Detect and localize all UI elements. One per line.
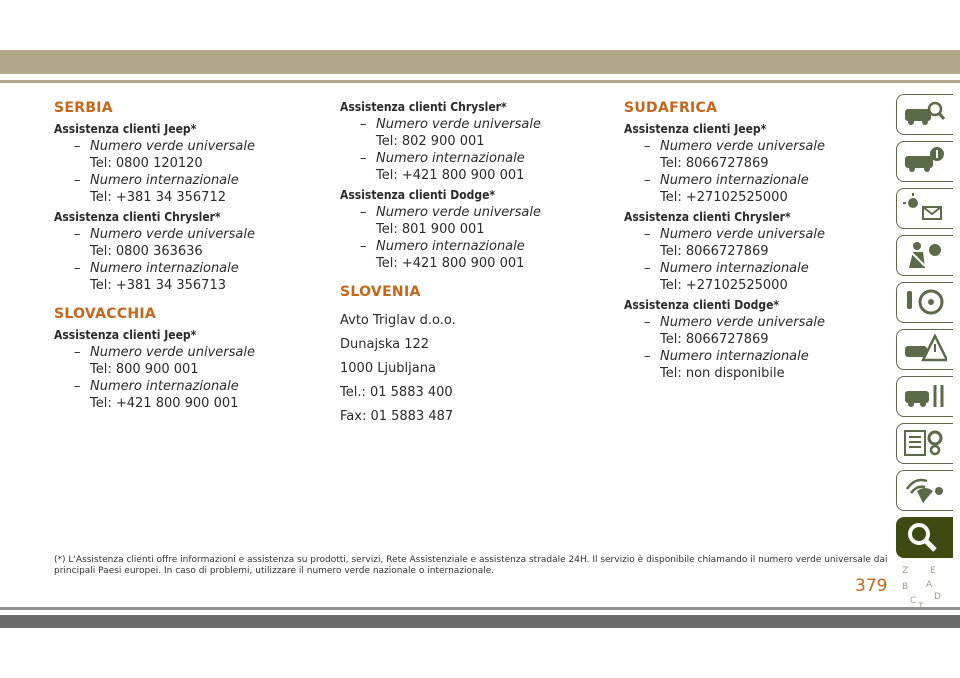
service-title: Assistenza clienti Dodge* <box>340 188 496 202</box>
phone-value: Tel: 8066727869 <box>660 244 769 259</box>
car-info-icon <box>903 146 947 176</box>
phone-value: Tel: +421 800 900 001 <box>90 396 239 411</box>
service-line: – Numero verde universale <box>644 139 825 154</box>
fax: Fax: 01 5883 487 <box>340 409 454 424</box>
service-block <box>54 210 324 294</box>
car-service-wrench-icon <box>903 381 947 411</box>
service-line: – Numero internazionale <box>360 151 525 166</box>
tab-car-info[interactable] <box>896 141 953 182</box>
tab-multimedia[interactable] <box>896 470 953 511</box>
service-line: – Numero internazionale <box>74 173 239 188</box>
telephone: Tel.: 01 5883 400 <box>340 385 453 400</box>
tab-car-search[interactable] <box>896 94 953 135</box>
phone-value: Tel: +381 34 356712 <box>90 190 226 205</box>
service-title: Assistenza clienti Chrysler* <box>340 100 507 114</box>
phone-value: Tel: 802 900 001 <box>376 134 485 149</box>
service-line: – Numero verde universale <box>74 345 255 360</box>
tab-search[interactable] <box>896 517 953 558</box>
header-band <box>0 50 960 74</box>
service-block <box>340 188 610 272</box>
service-line: – Numero verde universale <box>360 117 541 132</box>
seatbelt-airbag-icon <box>903 240 947 270</box>
column-right <box>624 96 884 386</box>
street-address: Dunajska 122 <box>340 337 430 352</box>
tab-technical-data[interactable] <box>896 423 953 464</box>
service-block <box>624 298 884 382</box>
service-line: – Numero internazionale <box>74 261 239 276</box>
search-icon <box>903 522 947 552</box>
service-line: – Numero internazionale <box>644 173 809 188</box>
phone-value: Tel: +27102525000 <box>660 190 788 205</box>
service-line: – Numero verde universale <box>644 315 825 330</box>
phone-value: Tel: +27102525000 <box>660 278 788 293</box>
tab-car-service[interactable] <box>896 376 953 417</box>
service-block <box>340 100 610 184</box>
phone-value: Tel: 0800 363636 <box>90 244 203 259</box>
tab-seatbelt-airbag[interactable] <box>896 235 953 276</box>
tab-steering-wheel[interactable] <box>896 282 953 323</box>
phone-value: Tel: non disponibile <box>660 366 785 381</box>
phone-value: Tel: 8066727869 <box>660 332 769 347</box>
service-line: – Numero internazionale <box>360 239 525 254</box>
service-title: Assistenza clienti Dodge* <box>624 298 780 312</box>
service-line: – Numero internazionale <box>644 349 809 364</box>
country-heading-slovacchia: SLOVACCHIA <box>54 306 157 322</box>
service-line: – Numero internazionale <box>644 261 809 276</box>
car-warning-triangle-icon <box>903 334 947 364</box>
phone-value: Tel: +421 800 900 001 <box>376 168 525 183</box>
phone-value: Tel: 0800 120120 <box>90 156 203 171</box>
service-line: – Numero verde universale <box>74 139 255 154</box>
service-block <box>54 328 324 412</box>
country-heading-slovenia: SLOVENIA <box>340 284 421 300</box>
chapter-tabs <box>896 94 960 614</box>
page-number: 379 <box>855 576 888 596</box>
service-line: – Numero verde universale <box>360 205 541 220</box>
country-heading-sudafrica: SUDAFRICA <box>624 100 718 116</box>
service-line: – Numero internazionale <box>74 379 239 394</box>
header-rule <box>0 80 960 83</box>
technical-data-gears-icon <box>903 428 947 458</box>
service-block <box>624 210 884 294</box>
service-title: Assistenza clienti Jeep* <box>54 122 197 136</box>
service-title: Assistenza clienti Chrysler* <box>54 210 221 224</box>
service-title: Assistenza clienti Jeep* <box>54 328 197 342</box>
column-middle <box>340 100 610 432</box>
service-line: – Numero verde universale <box>644 227 825 242</box>
column-left <box>54 96 324 416</box>
tab-car-warning[interactable] <box>896 329 953 370</box>
footnote: (*) L'Assistenza clienti offre informazioni e assistenza su prodotti, servizi, Rete Assistenziale e assistenza stradale 24H. Il servizio è disponibile chiamando il numero verde universale dai principali Paesi europei. In caso di problemi, utilizzare il numero verde nazionale o internazionale. <box>54 555 888 576</box>
alphabetical-index-icon[interactable]: Z E B A C D <box>902 566 941 606</box>
footer-band <box>0 615 960 628</box>
phone-value: Tel: +421 800 900 001 <box>376 256 525 271</box>
service-line: – Numero verde universale <box>74 227 255 242</box>
service-title: Assistenza clienti Chrysler* <box>624 210 791 224</box>
country-heading-serbia: SERBIA <box>54 100 113 116</box>
tab-warning-lights[interactable] <box>896 188 953 229</box>
phone-value: Tel: 801 900 001 <box>376 222 485 237</box>
phone-value: Tel: 800 900 001 <box>90 362 199 377</box>
car-search-icon <box>903 99 947 129</box>
phone-value: Tel: 8066727869 <box>660 156 769 171</box>
multimedia-icon <box>903 475 947 505</box>
phone-value: Tel: +381 34 356713 <box>90 278 226 293</box>
warning-lights-message-icon <box>903 193 947 223</box>
service-title: Assistenza clienti Jeep* <box>624 122 767 136</box>
service-block <box>54 122 324 206</box>
steering-wheel-key-icon <box>903 287 947 317</box>
service-block <box>624 122 884 206</box>
company-name: Avto Triglav d.o.o. <box>340 313 456 328</box>
footer-rule <box>0 607 960 610</box>
city-address: 1000 Ljubljana <box>340 361 436 376</box>
